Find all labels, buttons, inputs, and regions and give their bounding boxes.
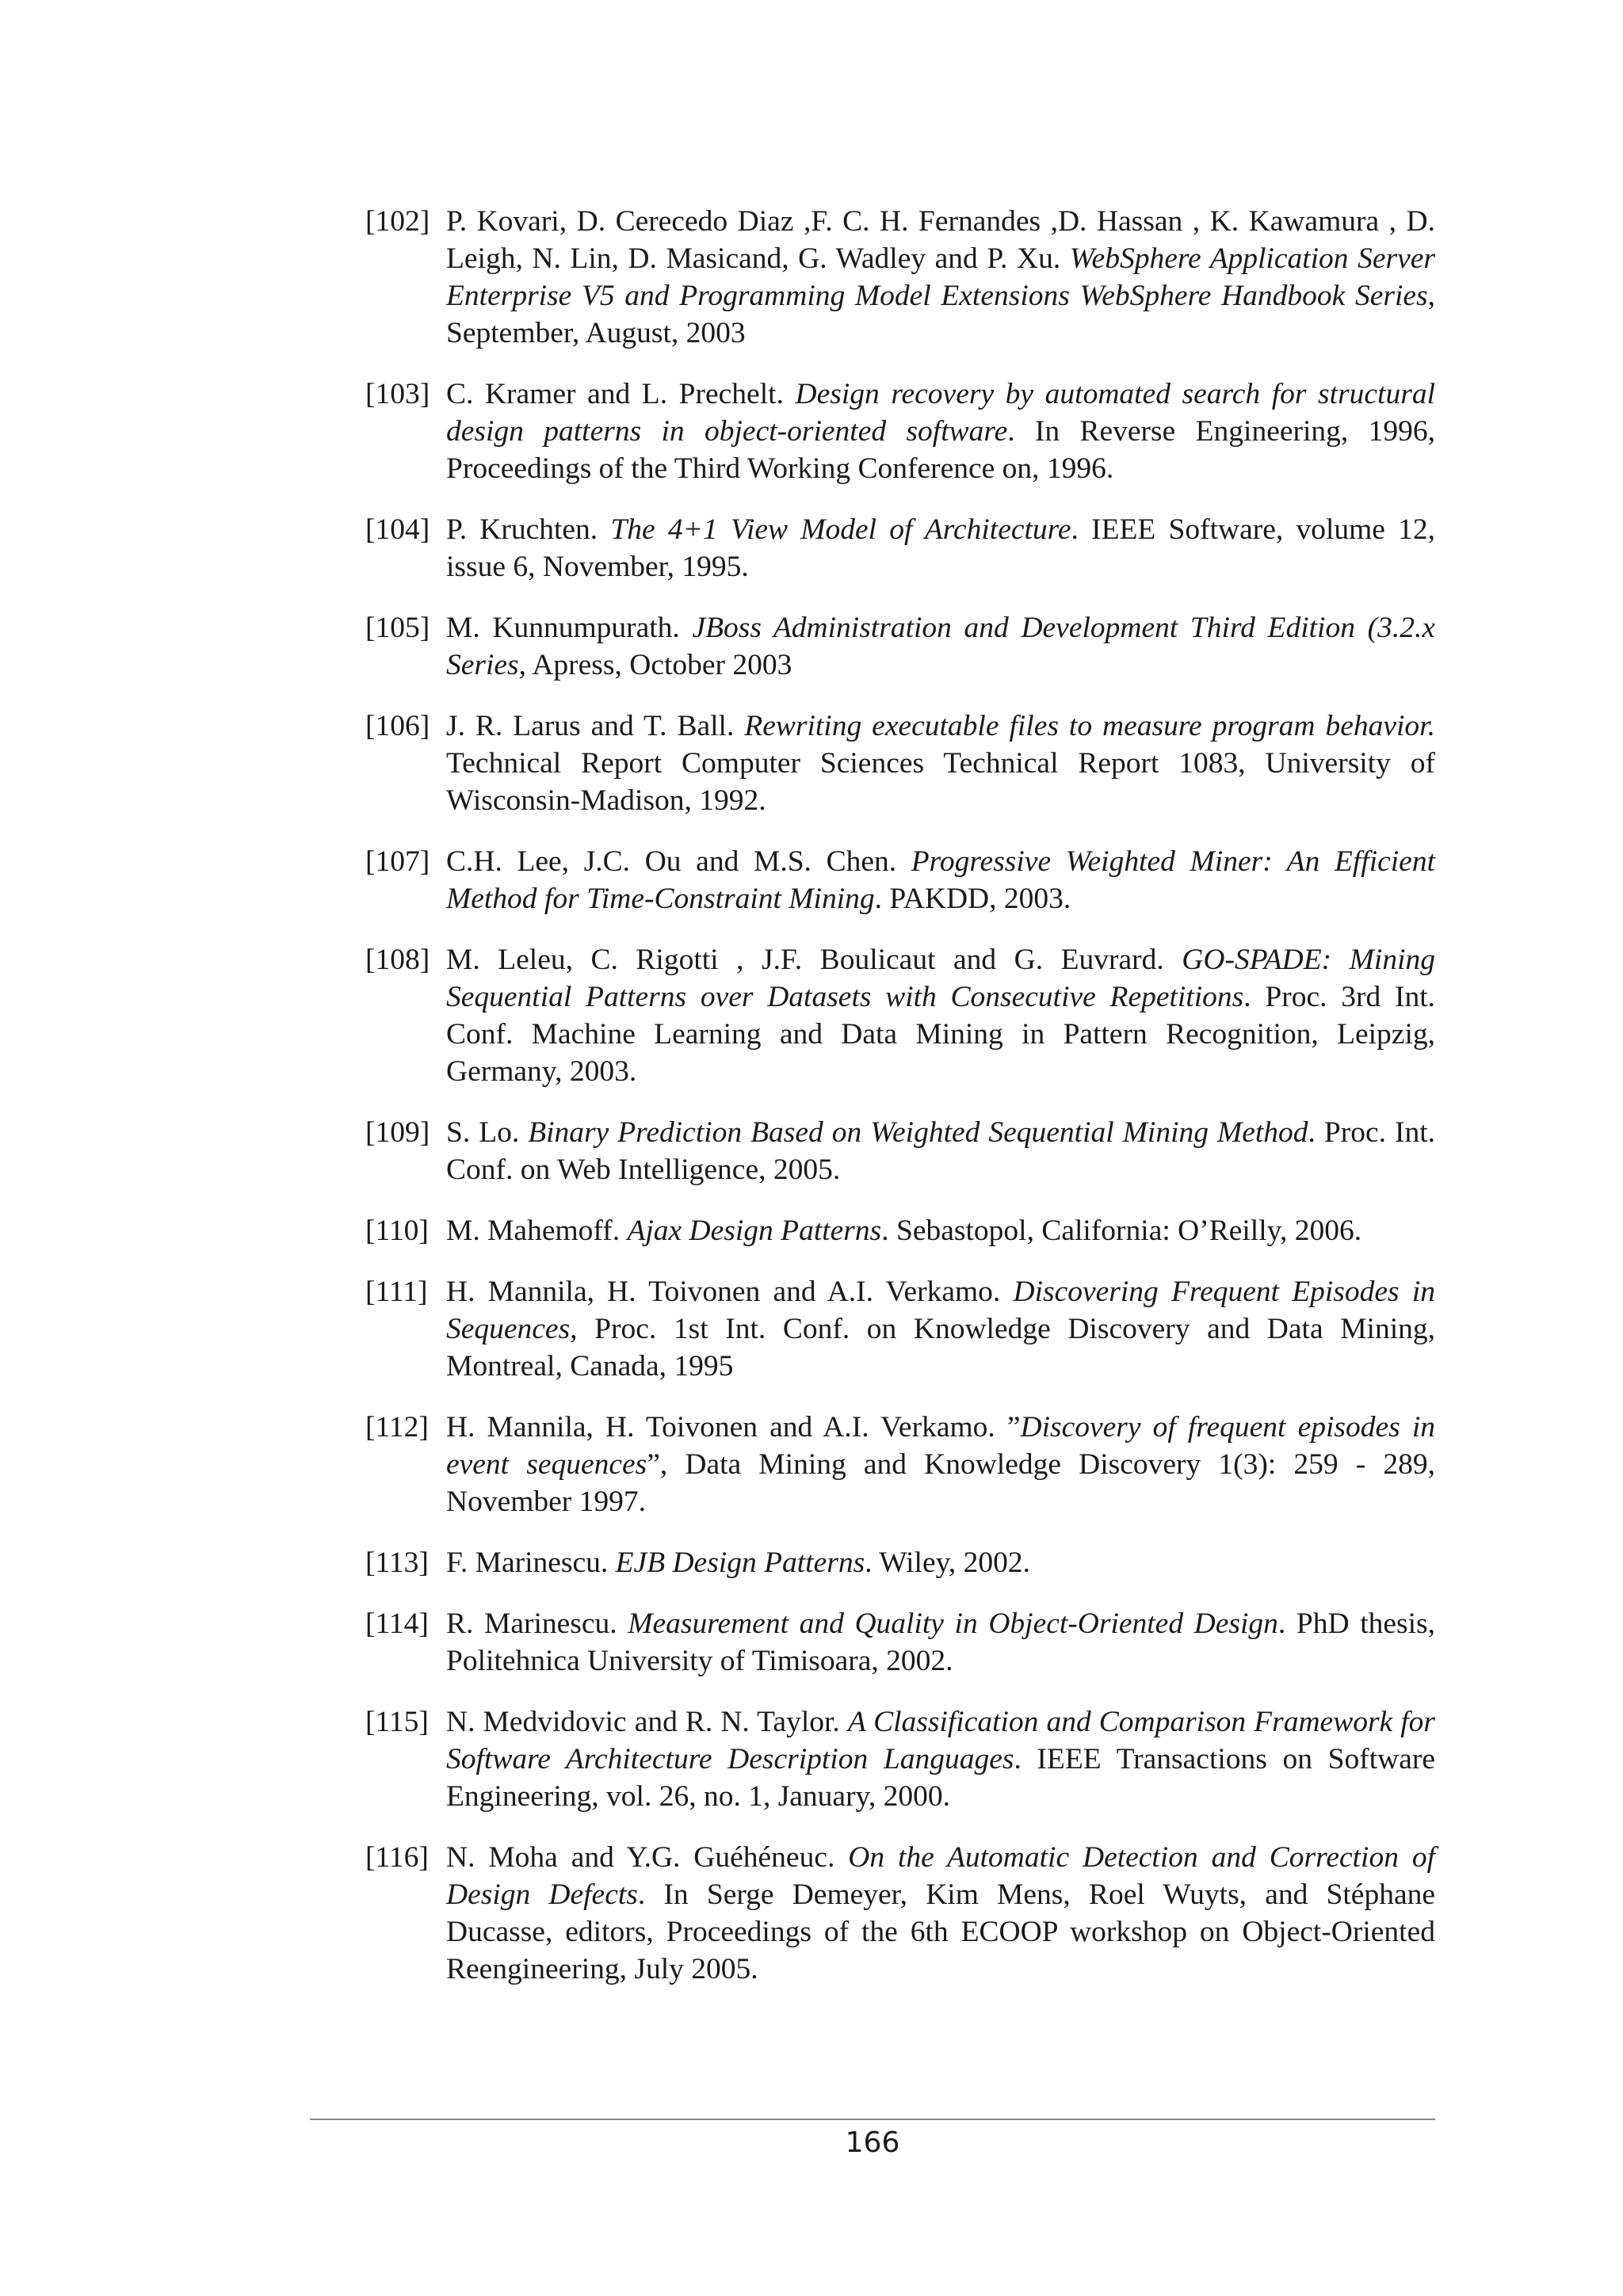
reference-title: WebSphere Application Server Enterprise V5 and Programming Model Extensions WebSphere Handbook Series [446, 242, 1435, 312]
reference-title: The 4+1 View Model of Architecture [610, 513, 1071, 546]
reference-authors: C. Kramer and L. Prechelt. [446, 378, 796, 410]
reference-details: . In Reverse Engineering, 1996, Proceedings of the Third Working Conference on, 1996. [446, 415, 1435, 485]
reference-authors: S. Lo. [446, 1116, 529, 1149]
reference-authors: C.H. Lee, J.C. Ou and M.S. Chen. [446, 845, 911, 878]
reference-entry [365, 609, 1435, 684]
reference-details: , Apress, October 2003 [518, 649, 792, 681]
reference-details: Technical Report Computer Sciences Technical Report 1083, University of Wisconsin-Madison, 1992. [446, 747, 1435, 817]
reference-number: [106] [365, 710, 430, 742]
reference-authors: N. Medvidovic and R. N. Taylor. [446, 1706, 848, 1738]
reference-title: EJB Design Patterns [615, 1547, 865, 1579]
reference-title: Rewriting executable files to measure program behavior. [744, 710, 1435, 742]
reference-title: JBoss Administration and Development Third Edition (3.2.x Series [446, 612, 1435, 681]
reference-authors: P. Kovari, D. Cerecedo Diaz ,F. C. H. Fernandes ,D. Hassan , K. Kawamura , D. Leigh, N. Lin, D. Masicand, G. Wadley and P. Xu. [446, 205, 1435, 275]
reference-details: . IEEE Software, volume 12, issue 6, November, 1995. [446, 513, 1435, 583]
reference-details: . PAKDD, 2003. [874, 883, 1071, 915]
reference-authors: P. Kruchten. [446, 513, 611, 546]
footer-divider [310, 2119, 1435, 2120]
reference-authors: N. Moha and Y.G. Guéhéneuc. [446, 1841, 849, 1874]
reference-title: Measurement and Quality in Object-Oriented Design [628, 1608, 1278, 1640]
reference-authors: M. Mahemoff. [446, 1215, 628, 1247]
bibliography-list [365, 203, 1435, 2012]
reference-details: . In Serge Demeyer, Kim Mens, Roel Wuyts, and Stéphane Ducasse, editors, Proceedings of the 6th ECOOP workshop on Object-Oriented Reengineering, July 2005. [446, 1878, 1435, 1985]
reference-entry [365, 1839, 1435, 1988]
reference-title: Discovery of frequent episodes in event sequences [446, 1411, 1435, 1481]
reference-details: , September, August, 2003 [446, 280, 1435, 349]
reference-number: [103] [365, 378, 430, 410]
reference-entry [365, 941, 1435, 1090]
page-number: 166 [845, 2126, 900, 2159]
reference-number: [113] [365, 1547, 429, 1579]
reference-title: Progressive Weighted Miner: An Efficient Method for Time-Constraint Mining [446, 845, 1435, 915]
reference-entry [365, 203, 1435, 352]
reference-number: [111] [365, 1276, 428, 1308]
reference-number: [110] [365, 1215, 429, 1247]
reference-details: . PhD thesis, Politehnica University of Timisoara, 2002. [446, 1608, 1435, 1677]
reference-title: Binary Prediction Based on Weighted Sequential Mining Method [528, 1116, 1308, 1149]
reference-entry [365, 1273, 1435, 1385]
reference-title: Ajax Design Patterns [627, 1215, 882, 1247]
reference-title: GO-SPADE: Mining Sequential Patterns over Datasets with Consecutive Repetitions [446, 944, 1435, 1013]
reference-number: [116] [365, 1841, 429, 1874]
reference-number: [105] [365, 612, 430, 644]
reference-title: A Classification and Comparison Framework for Software Architecture Description Languages [446, 1706, 1435, 1775]
reference-entry [365, 1409, 1435, 1520]
reference-authors: F. Marinescu. [446, 1547, 616, 1579]
reference-number: [114] [365, 1608, 429, 1640]
reference-entry [365, 1544, 1435, 1581]
reference-title: On the Automatic Detection and Correction of Design Defects [446, 1841, 1436, 1911]
reference-details: ”, Data Mining and Knowledge Discovery 1(3): 259 - 289, November 1997. [446, 1448, 1435, 1518]
reference-title: Design recovery by automated search for structural design patterns in object-oriented software [446, 378, 1435, 448]
reference-number: [102] [365, 205, 430, 238]
reference-number: [104] [365, 513, 430, 546]
reference-details: . Wiley, 2002. [865, 1547, 1031, 1579]
reference-number: [107] [365, 845, 430, 878]
reference-entry [365, 1605, 1435, 1680]
reference-authors: M. Leleu, C. Rigotti , J.F. Boulicaut and G. Euvrard. [446, 944, 1182, 976]
reference-title: Discovering Frequent Episodes in Sequences [446, 1276, 1435, 1345]
reference-entry [365, 707, 1435, 819]
reference-authors: R. Marinescu. [446, 1608, 628, 1640]
reference-details: . IEEE Transactions on Software Engineering, vol. 26, no. 1, January, 2000. [446, 1743, 1435, 1813]
reference-entry [365, 376, 1435, 487]
reference-details: . Proc. Int. Conf. on Web Intelligence, 2005. [446, 1116, 1435, 1186]
reference-details: . Sebastopol, California: O’Reilly, 2006. [881, 1215, 1362, 1247]
reference-entry [365, 1703, 1435, 1815]
reference-entry [365, 1114, 1435, 1188]
reference-details: , Proc. 1st Int. Conf. on Knowledge Discovery and Data Mining, Montreal, Canada, 1995 [446, 1313, 1435, 1383]
reference-authors: H. Mannila, H. Toivonen and A.I. Verkamo. ” [446, 1411, 1021, 1444]
reference-number: [112] [365, 1411, 429, 1444]
reference-number: [108] [365, 944, 430, 976]
reference-details: . Proc. 3rd Int. Conf. Machine Learning and Data Mining in Pattern Recognition, Leipzig, Germany, 2003. [446, 981, 1435, 1088]
reference-entry [365, 511, 1435, 585]
reference-authors: H. Mannila, H. Toivonen and A.I. Verkamo. [446, 1276, 1014, 1308]
reference-authors: M. Kunnumpurath. [446, 612, 693, 644]
reference-entry [365, 1212, 1435, 1249]
reference-entry [365, 843, 1435, 917]
reference-authors: J. R. Larus and T. Ball. [446, 710, 745, 742]
reference-number: [115] [365, 1706, 429, 1738]
reference-number: [109] [365, 1116, 430, 1149]
